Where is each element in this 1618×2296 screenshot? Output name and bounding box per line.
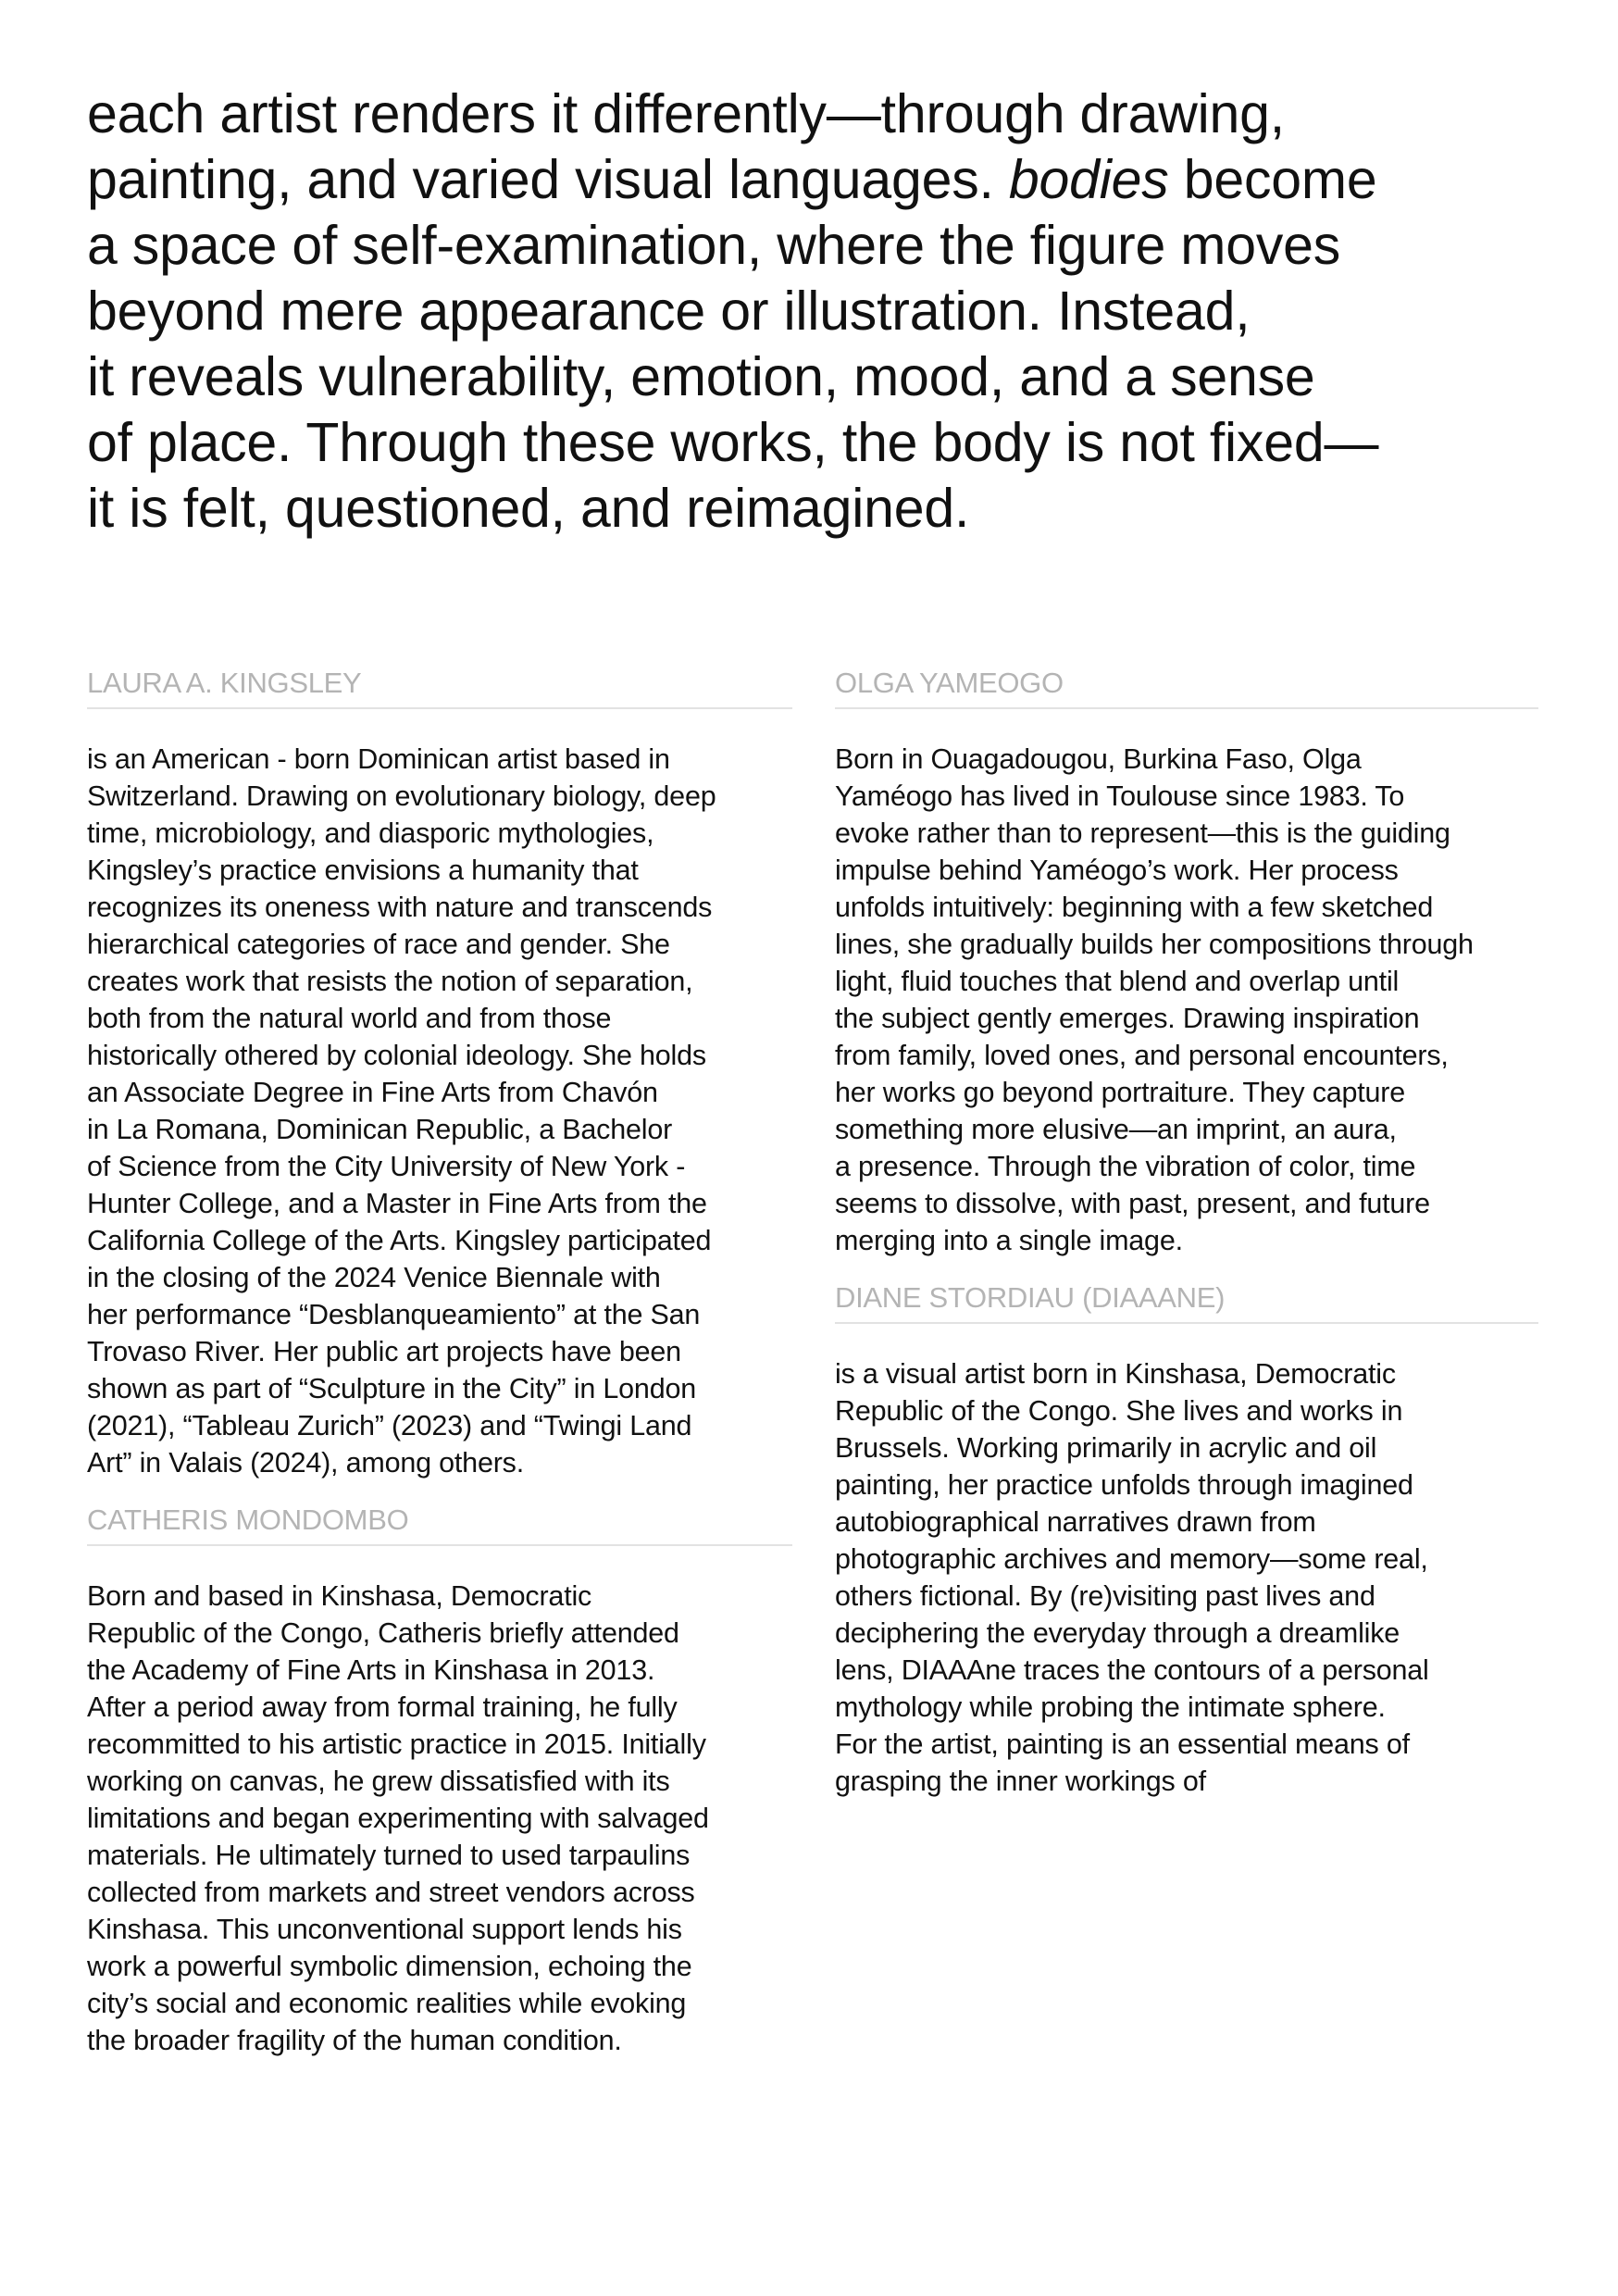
bio-line: time, microbiology, and diasporic mythologies, [87, 817, 654, 849]
bio-line: from family, loved ones, and personal encounters, [835, 1040, 1449, 1071]
bio-line: the Academy of Fine Arts in Kinshasa in 2013. [87, 1654, 655, 1686]
bio-line: the broader fragility of the human condition. [87, 2025, 622, 2056]
artist-name: OLGA YAMEOGO [835, 665, 1538, 709]
bio-line: others fictional. By (re)visiting past lives and [835, 1580, 1375, 1612]
bio-line: painting, her practice unfolds through imagined [835, 1469, 1413, 1501]
bio-line: Hunter College, and a Master in Fine Arts from the [87, 1188, 707, 1219]
artist-block-kingsley [87, 665, 792, 1481]
bio-line: work a powerful symbolic dimension, echoing the [87, 1951, 692, 1982]
bio-line: Art” in Valais (2024), among others. [87, 1447, 524, 1479]
artist-bio [835, 741, 1538, 1259]
bio-line: For the artist, painting is an essential means of [835, 1728, 1410, 1760]
bio-line: recognizes its oneness with nature and transcends [87, 892, 713, 923]
bio-line: creates work that resists the notion of separation, [87, 966, 693, 997]
artist-block-yameogo [835, 665, 1538, 1259]
bio-line: autobiographical narratives drawn from [835, 1506, 1316, 1538]
bio-line: an Associate Degree in Fine Arts from Chavón [87, 1077, 658, 1108]
bio-line: in the closing of the 2024 Venice Biennale with [87, 1262, 661, 1293]
bio-line: deciphering the everyday through a dreamlike [835, 1617, 1400, 1649]
bio-line: Kingsley’s practice envisions a humanity that [87, 855, 639, 886]
bio-line: unfolds intuitively: beginning with a few sketched [835, 892, 1434, 923]
bio-line: merging into a single image. [835, 1225, 1183, 1256]
bio-line: Born and based in Kinshasa, Democratic [87, 1580, 592, 1612]
intro-line: it is felt, questioned, and reimagined. [87, 478, 970, 539]
bio-line: in La Romana, Dominican Republic, a Bachelor [87, 1114, 673, 1145]
bio-line: city’s social and economic realities while evoking [87, 1988, 687, 2019]
artist-name: DIANE STORDIAU (DIAAANE) [835, 1279, 1538, 1324]
left-column [87, 665, 792, 2059]
intro-emphasis-bodies: bodies [1008, 149, 1169, 210]
bio-line: Trovaso River. Her public art projects have been [87, 1336, 681, 1367]
bio-line: impulse behind Yaméogo’s work. Her process [835, 855, 1399, 886]
bio-line: California College of the Arts. Kingsley participated [87, 1225, 712, 1256]
intro-paragraph [87, 81, 1568, 542]
intro-line-text: painting, and varied visual languages. [87, 149, 994, 210]
bio-line: After a period away from formal training, he fully [87, 1691, 678, 1723]
bio-line: Kinshasa. This unconventional support lends his [87, 1914, 682, 1945]
bio-line: seems to dissolve, with past, present, and future [835, 1188, 1430, 1219]
bio-line: Yaméogo has lived in Toulouse since 1983. To [835, 780, 1405, 812]
bio-line: Brussels. Working primarily in acrylic and oil [835, 1432, 1377, 1464]
bio-line: mythology while probing the intimate sphere. [835, 1691, 1386, 1723]
bio-line: Republic of the Congo. She lives and works in [835, 1395, 1403, 1427]
bio-line: working on canvas, he grew dissatisfied with its [87, 1766, 670, 1797]
bio-line: evoke rather than to represent—this is the guiding [835, 817, 1450, 849]
bio-line: the subject gently emerges. Drawing inspiration [835, 1003, 1420, 1034]
right-column [835, 665, 1538, 1800]
bio-line: limitations and began experimenting with salvaged [87, 1803, 709, 1834]
bio-line: Born in Ouagadougou, Burkina Faso, Olga [835, 743, 1362, 775]
intro-line: it reveals vulnerability, emotion, mood, and a sense [87, 346, 1315, 407]
bio-line: lens, DIAAAne traces the contours of a personal [835, 1654, 1429, 1686]
bio-line: is an American - born Dominican artist based in [87, 743, 670, 775]
bio-line: collected from markets and street vendors across [87, 1877, 695, 1908]
intro-line: a space of self-examination, where the figure moves [87, 215, 1341, 276]
bio-line: something more elusive—an imprint, an aura, [835, 1114, 1397, 1145]
artist-bio [87, 741, 792, 1481]
intro-line: of place. Through these works, the body is not fixed— [87, 412, 1379, 473]
bio-line: recommitted to his artistic practice in 2015. Initially [87, 1728, 706, 1760]
artist-block-mondombo [87, 1502, 792, 2059]
intro-line [87, 147, 1568, 213]
bio-line: Republic of the Congo, Catheris briefly attended [87, 1617, 679, 1649]
artist-bio [835, 1355, 1538, 1800]
artist-block-stordiau [835, 1279, 1538, 1800]
bio-line: historically othered by colonial ideology. She holds [87, 1040, 706, 1071]
bio-line: a presence. Through the vibration of color, time [835, 1151, 1416, 1182]
intro-line: each artist renders it differently—through drawing, [87, 83, 1285, 144]
bio-line: both from the natural world and from those [87, 1003, 612, 1034]
intro-line-text: become [1183, 149, 1377, 210]
bio-line: photographic archives and memory—some real, [835, 1543, 1428, 1575]
artist-bio [87, 1578, 792, 2059]
bio-line: her performance “Desblanqueamiento” at the San [87, 1299, 701, 1330]
bio-line: shown as part of “Sculpture in the City” in London [87, 1373, 696, 1404]
bio-line: Switzerland. Drawing on evolutionary biology, deep [87, 780, 716, 812]
artist-name: LAURA A. KINGSLEY [87, 665, 792, 709]
bio-line: is a visual artist born in Kinshasa, Democratic [835, 1358, 1396, 1390]
bio-line: her works go beyond portraiture. They capture [835, 1077, 1406, 1108]
intro-line: beyond mere appearance or illustration. Instead, [87, 281, 1251, 342]
bio-line: materials. He ultimately turned to used tarpaulins [87, 1840, 691, 1871]
bio-line: hierarchical categories of race and gender. She [87, 929, 670, 960]
bio-line: lines, she gradually builds her compositions through [835, 929, 1474, 960]
bio-line: (2021), “Tableau Zurich” (2023) and “Twingi Land [87, 1410, 692, 1441]
bio-line: grasping the inner workings of [835, 1766, 1206, 1797]
bio-line: light, fluid touches that blend and overlap until [835, 966, 1400, 997]
artist-name: CATHERIS MONDOMBO [87, 1502, 792, 1546]
bio-line: of Science from the City University of New York - [87, 1151, 686, 1182]
